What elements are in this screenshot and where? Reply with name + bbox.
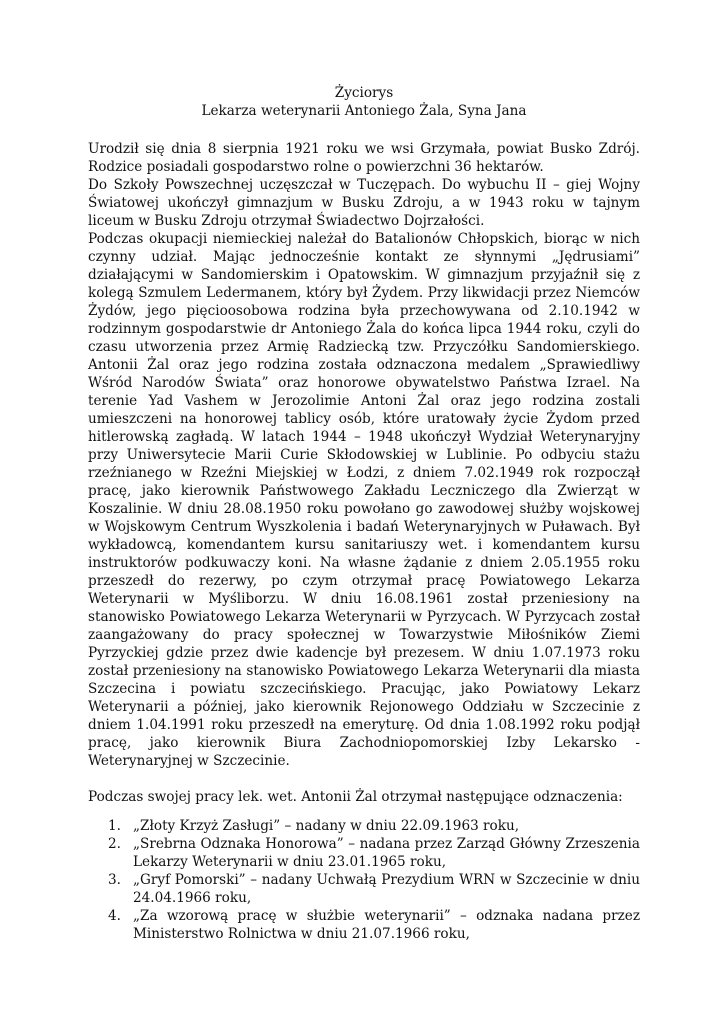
list-item-text: „Srebrna Odznaka Honorowa” – nadana przez Zarząd Główny Zrzeszenia Lekarzy Weterynarii w dniu 23.01.1965 roku, — [133, 836, 640, 870]
document-title: Życiorys — [334, 85, 394, 101]
list-item-number: 1. — [108, 818, 121, 834]
list-item — [88, 835, 640, 871]
document-subtitle: Lekarza weterynarii Antoniego Żala, Syna Jana — [201, 103, 527, 119]
paragraph-spacer — [88, 770, 640, 788]
list-item-text: „Gryf Pomorski” – nadany Uchwałą Prezydium WRN w Szczecinie w dniu 24.04.1966 roku, — [133, 872, 640, 906]
paragraph-career: Podczas okupacji niemieckiej należał do Batalionów Chłopskich, biorąc w nich czynny udział. Mając jednocześnie kontakt ze słynnymi „Jędrusiami” działającymi w Sandomierskim i Opatowskim. W gimnazjum przyjaźnił się z kolegą Szmulem Ledermanem, który był Żydem. Przy likwidacji przez Niemców Żydów, jego pięcioosobowa rodzina była przechowywana od 2.10.1942 w rodzinnym gospodarstwie dr Antoniego Żala do końca lipca 1944 roku, czyli do czasu utworzenia przez Armię Radziecką tzw. Przyczółku Sandomierskiego. Antonii Żal oraz jego rodzina została odznaczona medalem „Sprawiedliwy Wśród Narodów Świata” oraz honorowe obywatelstwo Państwa Izrael. Na terenie Yad Vashem w Jerozolimie Antoni Żal oraz jego rodzina zostali umieszczeni na honorowej tablicy osób, które uratowały życie Żydom przed hitlerowską zagładą. W latach 1944 – 1948 ukończył Wydział Weterynaryjny przy Uniwersytecie Marii Curie Skłodowskiej w Lublinie. Po odbyciu stażu rzeźnianego w Rzeźni Miejskiej w Łodzi, z dniem 7.02.1949 rok rozpoczął pracę, jako kierownik Państwowego Zakładu Leczniczego dla Zwierząt w Koszalinie. W dniu 28.08.1950 roku powołano go zawodowej służby wojskowej w Wojskowym Centrum Wyszkolenia i badań Weterynaryjnych w Puławach. Był wykładowcą, komendantem kursu sanitariuszy wet. i komendantem kursu instruktorów podkuwaczy koni. Na własne żądanie z dniem 2.05.1955 roku przeszedł do rezerwy, po czym otrzymał pracę Powiatowego Lekarza Weterynarii w Myśliborzu. W dniu 16.08.1961 został przeniesiony na stanowisko Powiatowego Lekarza Weterynarii w Pyrzycach. W Pyrzycach został zaangażowany do pracy społecznej w Towarzystwie Miłośników Ziemi Pyrzyckiej gdzie przez dwie kadencje był prezesem. W dniu 1.07.1973 roku został przeniesiony na stanowisko Powiatowego Lekarza Weterynarii dla miasta Szczecina i powiatu szczecińskiego. Pracując, jako Powiatowy Lekarz Weterynarii a później, jako kierownik Rejonowego Oddziału w Szczecinie z dniem 1.04.1991 roku przeszedł na emeryturę. Od dnia 1.08.1992 roku podjął pracę, jako kierownik Biura Zachodniopomorskiej Izby Lekarsko -Weterynaryjnej w Szczecinie. — [88, 231, 640, 769]
paragraph-birth: Urodził się dnia 8 sierpnia 1921 roku we wsi Grzymała, powiat Busko Zdrój. Rodzice posiadali gospodarstwo rolne o powierzchni 36 hektarów. — [88, 141, 640, 175]
paragraph-school: Do Szkoły Powszechnej uczęszczał w Tuczępach. Do wybuchu II – giej Wojny Światowej ukończył gimnazjum w Busku Zdroju, a w 1943 roku w tajnym liceum w Busku Zdroju otrzymał Świadectwo Dojrzałości. — [88, 177, 640, 229]
list-item — [88, 817, 640, 835]
awards-intro: Podczas swojej pracy lek. wet. Antonii Żal otrzymał następujące odznaczenia: — [88, 789, 623, 805]
list-item-number: 4. — [108, 908, 121, 924]
list-item-text: „Złoty Krzyż Zasługi” – nadany w dniu 22.09.1963 roku, — [133, 818, 520, 834]
awards-list — [88, 817, 640, 943]
list-item-number: 2. — [108, 836, 121, 852]
list-item-text: „Za wzorową pracę w służbie weterynarii” – odznaka nadana przez Ministerstwo Rolnictwa w dniu 21.07.1966 roku, — [133, 908, 640, 942]
document-page — [88, 84, 640, 943]
list-item-number: 3. — [108, 872, 121, 888]
list-item — [88, 871, 640, 907]
list-item — [88, 907, 640, 943]
